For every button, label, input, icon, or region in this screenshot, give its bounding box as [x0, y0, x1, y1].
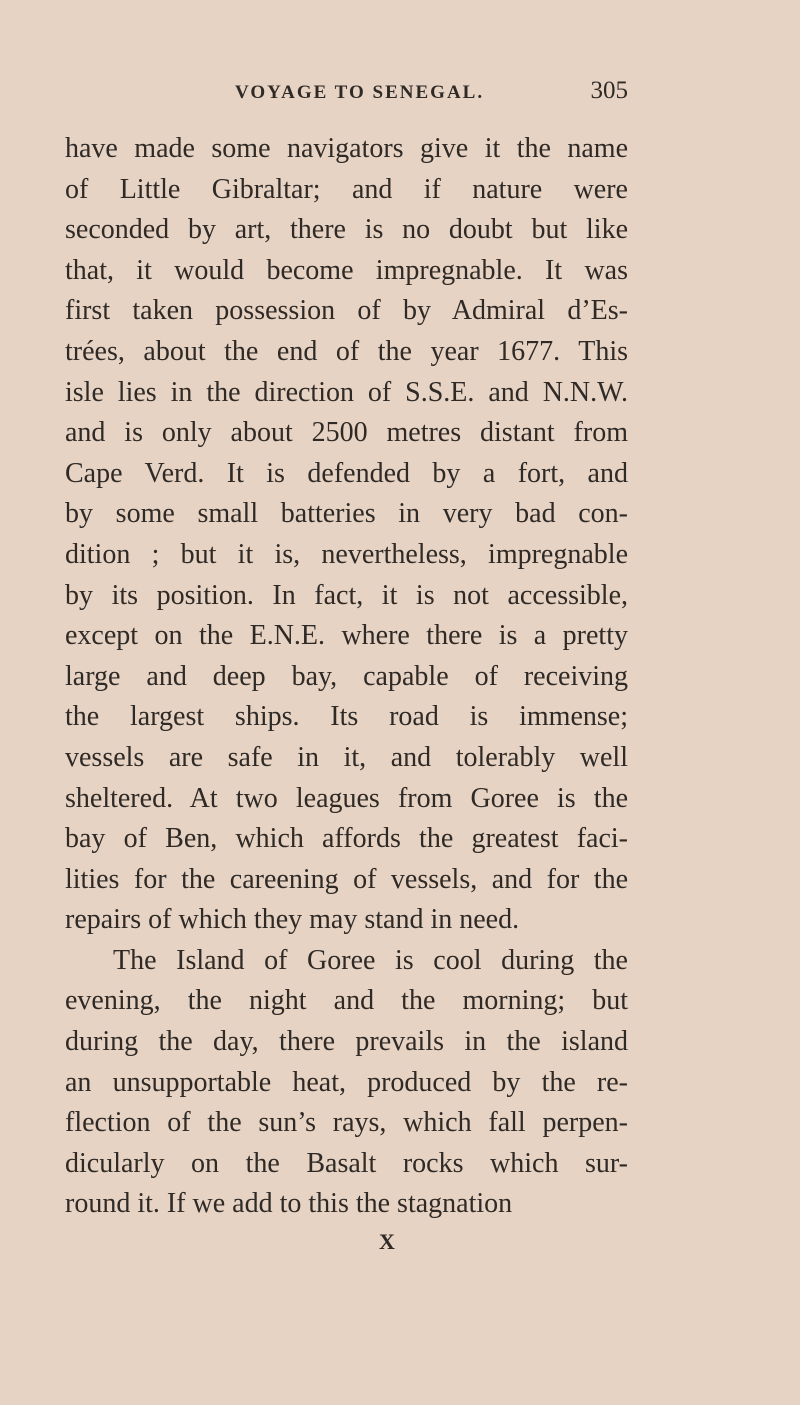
- text-line: seconded by art, there is no doubt but like: [65, 214, 628, 246]
- text-line: sheltered. At two leagues from Goree is the: [65, 782, 628, 814]
- text-line: round it. If we add to this the stagnation: [65, 1188, 513, 1220]
- text-line: vessels are safe in it, and tolerably well: [65, 741, 628, 773]
- text-line: except on the E.N.E. where there is a pretty: [65, 620, 628, 652]
- text-line: trées, about the end of the year 1677. This: [65, 335, 628, 367]
- page-number: 305: [590, 77, 628, 104]
- text-line: isle lies in the direction of S.S.E. and N.N.W.: [65, 376, 628, 408]
- text-line: dition ; but it is, nevertheless, impregnable: [65, 538, 628, 570]
- page-header: [235, 77, 628, 106]
- text-line: evening, the night and the morning; but: [65, 985, 628, 1017]
- text-line: bay of Ben, which affords the greatest faci-: [65, 823, 628, 855]
- text-line: dicularly on the Basalt rocks which sur-: [65, 1147, 628, 1179]
- text-line: large and deep bay, capable of receiving: [65, 660, 628, 692]
- running-title: VOYAGE TO SENEGAL.: [235, 82, 485, 103]
- text-line: lities for the careening of vessels, and for the: [65, 863, 628, 895]
- text-line: Cape Verd. It is defended by a fort, and: [65, 457, 628, 489]
- text-line: by some small batteries in very bad con-: [65, 498, 628, 530]
- text-line: have made some navigators give it the name: [65, 133, 628, 164]
- text-line: that, it would become impregnable. It was: [65, 254, 628, 286]
- text-line: and is only about 2500 metres distant from: [65, 417, 628, 449]
- text-line: The Island of Goree is cool during the: [113, 944, 628, 976]
- text-line: during the day, there prevails in the island: [65, 1026, 628, 1058]
- text-line: of Little Gibraltar; and if nature were: [65, 173, 628, 205]
- signature-mark: X: [379, 1229, 395, 1254]
- text-line: by its position. In fact, it is not accessible,: [65, 579, 628, 611]
- text-line: the largest ships. Its road is immense;: [65, 701, 628, 733]
- text-line: flection of the sun’s rays, which fall perpen-: [65, 1107, 628, 1139]
- text-line: repairs of which they may stand in need.: [65, 904, 520, 936]
- body-text: [65, 129, 628, 1225]
- text-line: first taken possession of by Admiral d’Es-: [65, 295, 628, 327]
- text-line: an unsupportable heat, produced by the re-: [65, 1066, 628, 1098]
